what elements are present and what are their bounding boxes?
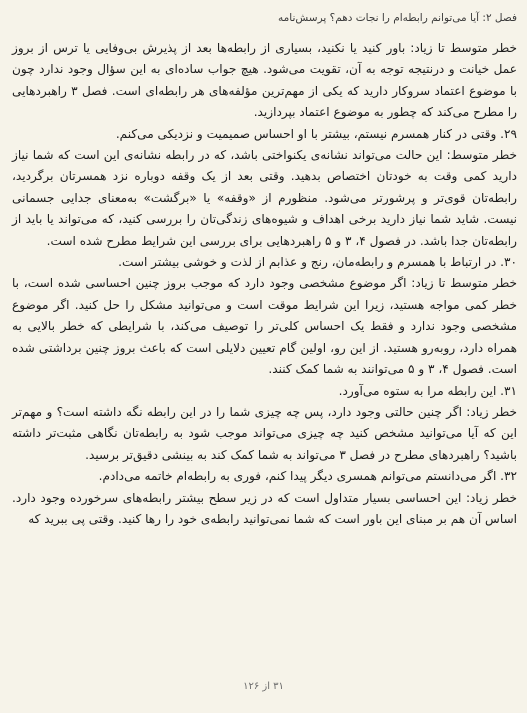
- question-30: ۳۰. در ارتباط با همسرم و رابطه‌مان، رنج و عذابم از لذت و خوشی بیشتر است.: [118, 255, 517, 270]
- question-32: ۳۲. اگر می‌دانستم می‌توانم همسری دیگر پیدا کنم، فوری به رابطه‌ام خاتمه می‌دادم.: [98, 469, 517, 484]
- paragraph-answer-28: خطر متوسط تا زیاد: باور کنید یا نکنید، بسیاری از رابطه‌ها بعد از پذیرش بی‌وفایی یا ترس از بروز عمل خیانت و درنتیجه توجه به آن، تقویت می‌شود. هیچ جواب ساده‌ای به این سؤال وجود ندارد چون با موضوع اعتماد سروکار دارید که یکی از مهم‌ترین مؤلفه‌های هر رابطه‌ای است. فصل ۳ راهبردهایی را مطرح می‌کند که چطور به موضوع اعتماد بپردازید.: [12, 41, 517, 120]
- page-indicator: ۳۱ از ۱۲۶: [243, 681, 284, 692]
- paragraph-answer-30: خطر متوسط تا زیاد: اگر موضوع مشخصی وجود دارد که موجب بروز چنین احساسی شده است، با خطر کمی مواجه هستید، زیرا این شرایط موقت است و می‌توانید مشکل را حل کنید. اگر موضوع مشخصی وجود ندارد و فقط یک احساس کلی‌تر را توصیف می‌کند، با شرایطی که خطر بالایی به همراه دارد، روبه‌رو هستید. از این رو، اولین گام تعیین دلایلی است که باعث بروز چنین برداشتی شده است. فصول ۴، ۳ و ۵ می‌توانند به شما کمک کنند.: [12, 276, 517, 377]
- paragraph-answer-31: خطر زیاد: اگر چنین حالتی وجود دارد، پس چه چیزی شما را در این رابطه نگه داشته است؟ و مهم‌تر این که آیا می‌توانید مشخص کنید چه چیزی می‌تواند موجب شود به رابطه‌تان نگاهی مثبت‌تر داشته باشید؟ راهبردهای مطرح در فصل ۳ می‌تواند به شما کمک کند به بینشی دقیق‌تر برسید.: [12, 404, 517, 462]
- page-body: [12, 38, 517, 530]
- question-29: ۲۹. وقتی در کنار همسرم نیستم، بیشتر با او احساس صمیمیت و نزدیکی می‌کنم.: [115, 126, 517, 141]
- question-31: ۳۱. این رابطه مرا به ستوه می‌آورد.: [338, 383, 517, 398]
- paragraph-answer-32: خطر زیاد: این احساسی بسیار متداول است که در زیر سطح بیشتر رابطه‌های سرخورده وجود دارد. اساس آن هم بر مبنای این باور است که شما نمی‌توانید رابطه‌ی خود را رها کنید. وقتی پی ببرید که: [12, 490, 517, 526]
- chapter-header: فصل ۲: آیا می‌توانم رابطه‌ام را نجات دهم؟ پرسش‌نامه: [278, 12, 517, 24]
- paragraph-answer-29: خطر متوسط: این حالت می‌تواند نشانه‌ی یکنواختی باشد، که در رابطه نشانه‌ی این است که شما نیاز دارید کمی وقت به خودتان اختصاص بدهید. وقتی بعد از یک وقفه دوباره نزد همسرتان برگردید، رابطه‌تان قوی‌تر و پرشورتر می‌شود. منظورم از «وقفه» یا «برگشت» به‌معنای جدایی جسمانی نیست. شاید شما نیاز دارید برخی اهداف و شیوه‌های زندگی‌تان را بررسی کنید، که می‌تواند یا باید از رابطه‌تان جدا باشد. در فصول ۴، ۳ و ۵ راهبردهایی برای بررسی این شرایط مطرح شده است.: [12, 148, 517, 248]
